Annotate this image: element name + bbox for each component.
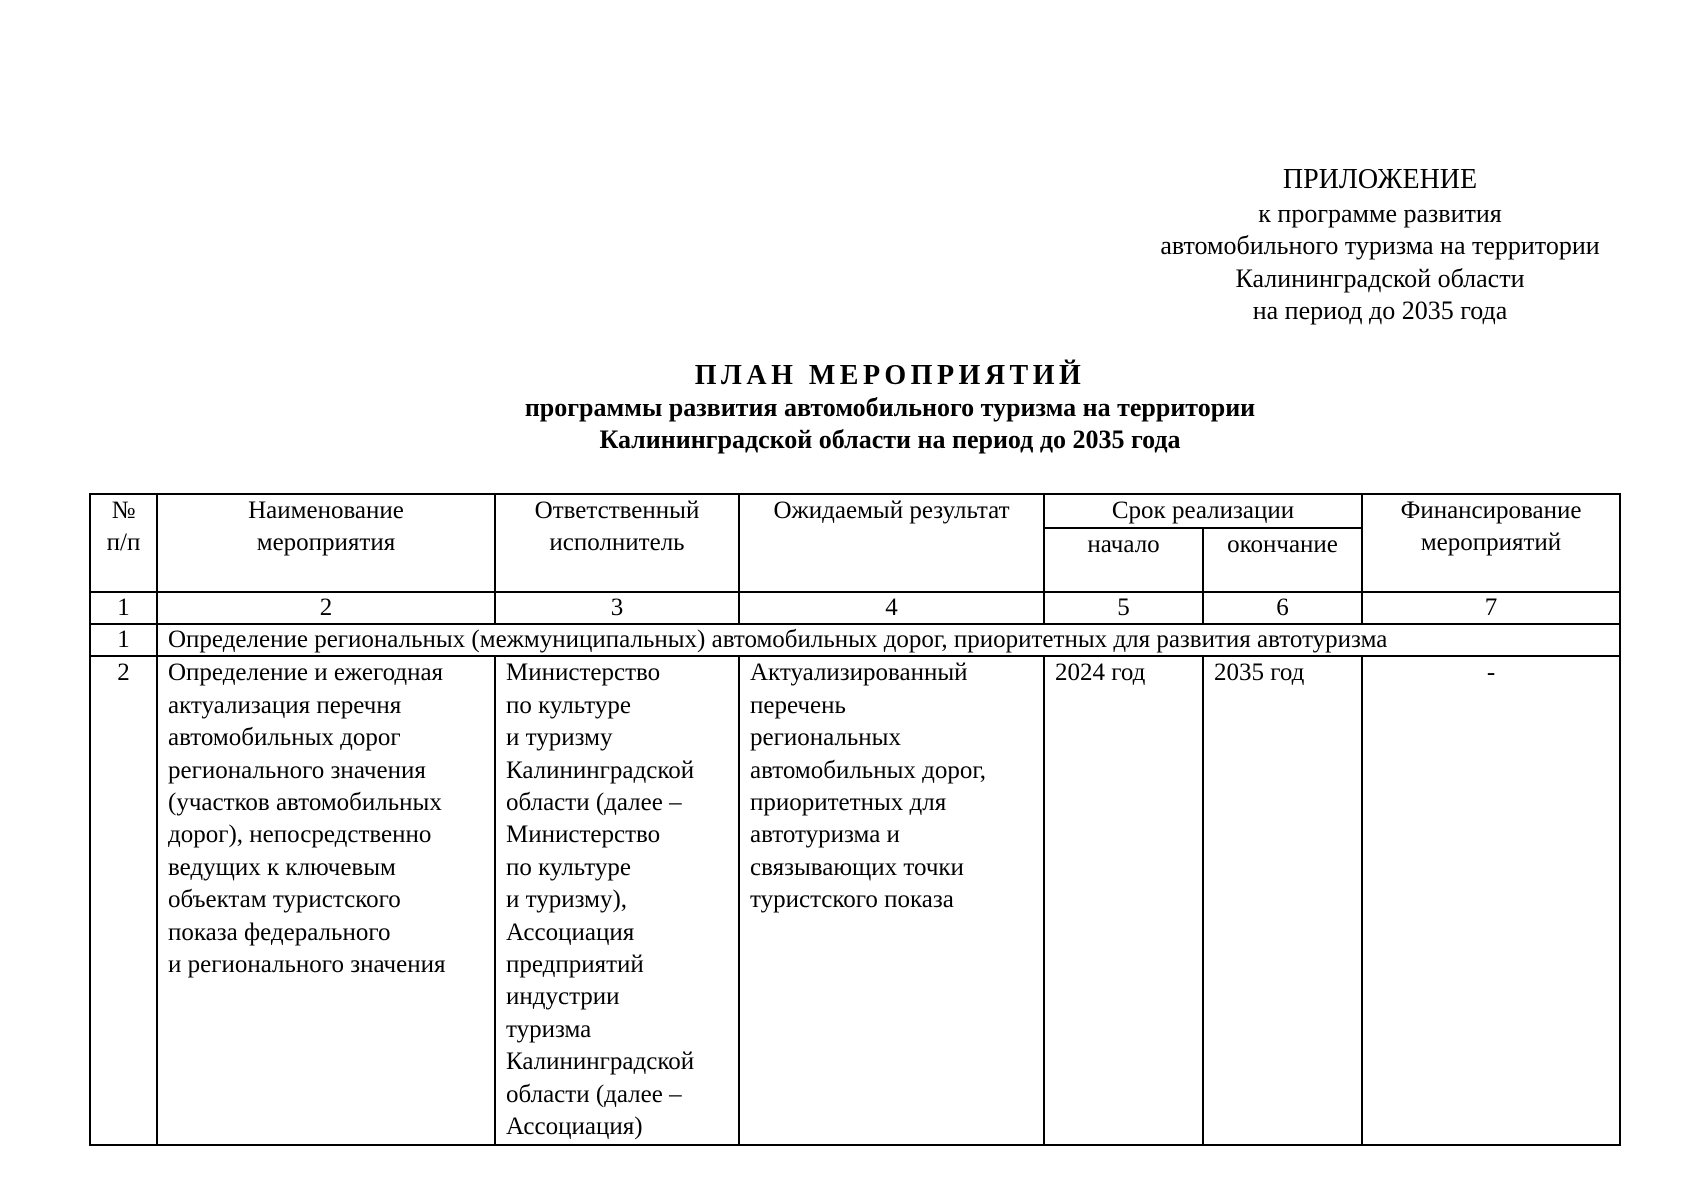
row-executor: Министерство по культуре и туризму Калининградской области (далее – Министерство по культуре и туризму), Ассоциация предприятий индустрии туризма Калининградской области (далее – Ассоциация) (495, 656, 739, 1144)
column-number: 4 (739, 592, 1044, 624)
section-num: 1 (90, 624, 157, 656)
appendix-line: на период до 2035 года (1252, 296, 1508, 325)
document-subtitle: Калининградской области на период до 2035 года (599, 425, 1181, 454)
header-end: окончание (1203, 528, 1362, 592)
header-period: Срок реализации (1044, 494, 1362, 528)
table-row (90, 656, 1620, 1144)
action-plan-table (89, 493, 1621, 1146)
row-result: Актуализированный перечень региональных автомобильных дорог, приоритетных для автотуризма и связывающих точки туристского показа (739, 656, 1044, 1144)
header-start: начало (1044, 528, 1203, 592)
appendix-line: Калининградской области (1235, 263, 1525, 293)
section-title: Определение региональных (межмуниципальных) автомобильных дорог, приоритетных для развития автотуризма (157, 624, 1620, 656)
section-row (90, 624, 1620, 656)
row-name: Определение и ежегодная актуализация перечня автомобильных дорог регионального значения (участков автомобильных дорог), непосредственно ведущих к ключевым объектам туристского показа федерального и регионального значения (157, 656, 495, 1144)
header-financing: Финансирование мероприятий (1362, 494, 1620, 592)
appendix-block (1060, 164, 1693, 328)
document-subtitle: программы развития автомобильного туризма на территории (524, 393, 1256, 422)
column-number: 1 (90, 592, 157, 624)
row-financing: - (1362, 656, 1620, 1144)
column-number: 5 (1044, 592, 1203, 624)
row-num: 2 (90, 656, 157, 1144)
appendix-line: автомобильного туризма на территории (1160, 231, 1600, 260)
header-num: № п/п (90, 494, 157, 592)
column-number: 7 (1362, 592, 1620, 624)
row-start: 2024 год (1044, 656, 1203, 1144)
appendix-title: ПРИЛОЖЕНИЕ (1282, 164, 1478, 195)
header-row (90, 494, 1620, 528)
column-number: 6 (1203, 592, 1362, 624)
header-name: Наименование мероприятия (157, 494, 495, 592)
row-end: 2035 год (1203, 656, 1362, 1144)
column-number: 3 (495, 592, 739, 624)
column-number-row (90, 592, 1620, 624)
document-title: ПЛАН МЕРОПРИЯТИЙ (694, 360, 1086, 391)
header-executor: Ответственный исполнитель (495, 494, 739, 592)
document-heading (80, 360, 1693, 456)
column-number: 2 (157, 592, 495, 624)
header-result: Ожидаемый результат (739, 494, 1044, 592)
appendix-line: к программе развития (1258, 198, 1502, 228)
